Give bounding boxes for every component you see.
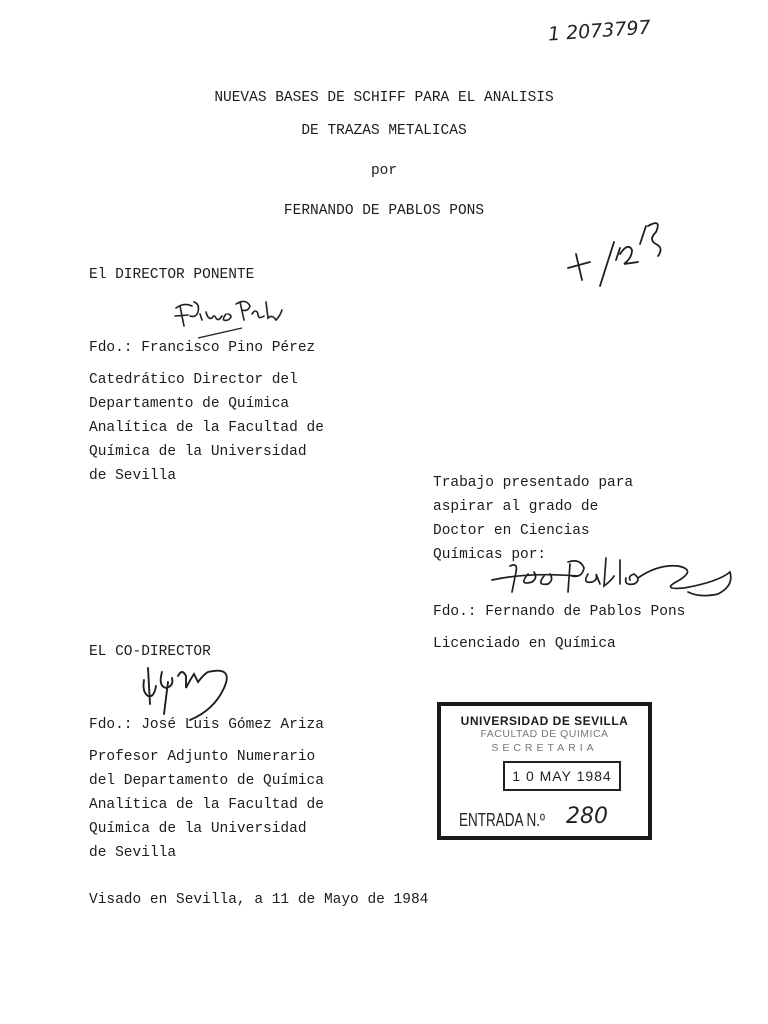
director-fdo: Fdo.: Francisco Pino Pérez (89, 340, 316, 356)
author-name: FERNANDO DE PABLOS PONS (283, 203, 485, 219)
stamp-entrada-label: ENTRADA N.º (459, 810, 545, 830)
title-por: por (370, 163, 398, 179)
candidate-description-line: Doctor en Ciencias (433, 523, 590, 539)
codirector-description-line: Analítica de la Facultad de (89, 797, 324, 813)
codirector-description-line: Profesor Adjunto Numerario (89, 749, 316, 765)
handwritten-annotation (562, 214, 672, 288)
handwritten-reference-number: 1 2073797 (547, 16, 652, 46)
codirector-description-line: Química de la Universidad (89, 821, 307, 837)
director-description-line: de Sevilla (89, 468, 177, 484)
director-signature (170, 294, 290, 340)
university-stamp (437, 702, 652, 840)
candidate-description-line: aspirar al grado de (433, 499, 599, 515)
director-description (89, 368, 324, 488)
codirector-description-line: del Departamento de Química (89, 773, 324, 789)
stamp-secretaria: SECRETARIA (491, 742, 598, 754)
candidate-description-line: Trabajo presentado para (433, 475, 634, 491)
codirector-description-line: de Sevilla (89, 845, 177, 861)
stamp-entrada-number: 280 (566, 804, 608, 829)
codirector-description (89, 745, 324, 865)
title-line-2: DE TRAZAS METALICAS (301, 123, 467, 139)
codirector-fdo: Fdo.: José Luis Gómez Ariza (89, 717, 324, 733)
candidate-description-line: Químicas por: (433, 547, 547, 563)
stamp-university: UNIVERSIDAD DE SEVILLA (460, 714, 629, 728)
stamp-faculty: FACULTAD DE QUIMICA (480, 728, 609, 740)
director-heading: El DIRECTOR PONENTE (89, 267, 255, 283)
director-description-line: Departamento de Química (89, 396, 290, 412)
director-description-line: Catedrático Director del (89, 372, 298, 388)
candidate-signature (488, 552, 738, 602)
codirector-heading: EL CO-DIRECTOR (89, 644, 211, 660)
director-description-line: Química de la Universidad (89, 444, 307, 460)
title-line-1: NUEVAS BASES DE SCHIFF PARA EL ANALISIS (214, 90, 554, 106)
stamp-date: 1 0 MAY 1984 (503, 761, 621, 791)
director-description-line: Analítica de la Facultad de (89, 420, 324, 436)
visado-line: Visado en Sevilla, a 11 de Mayo de 1984 (89, 892, 429, 908)
candidate-degree: Licenciado en Química (433, 636, 616, 652)
codirector-signature (138, 658, 238, 722)
candidate-fdo: Fdo.: Fernando de Pablos Pons (433, 604, 686, 620)
